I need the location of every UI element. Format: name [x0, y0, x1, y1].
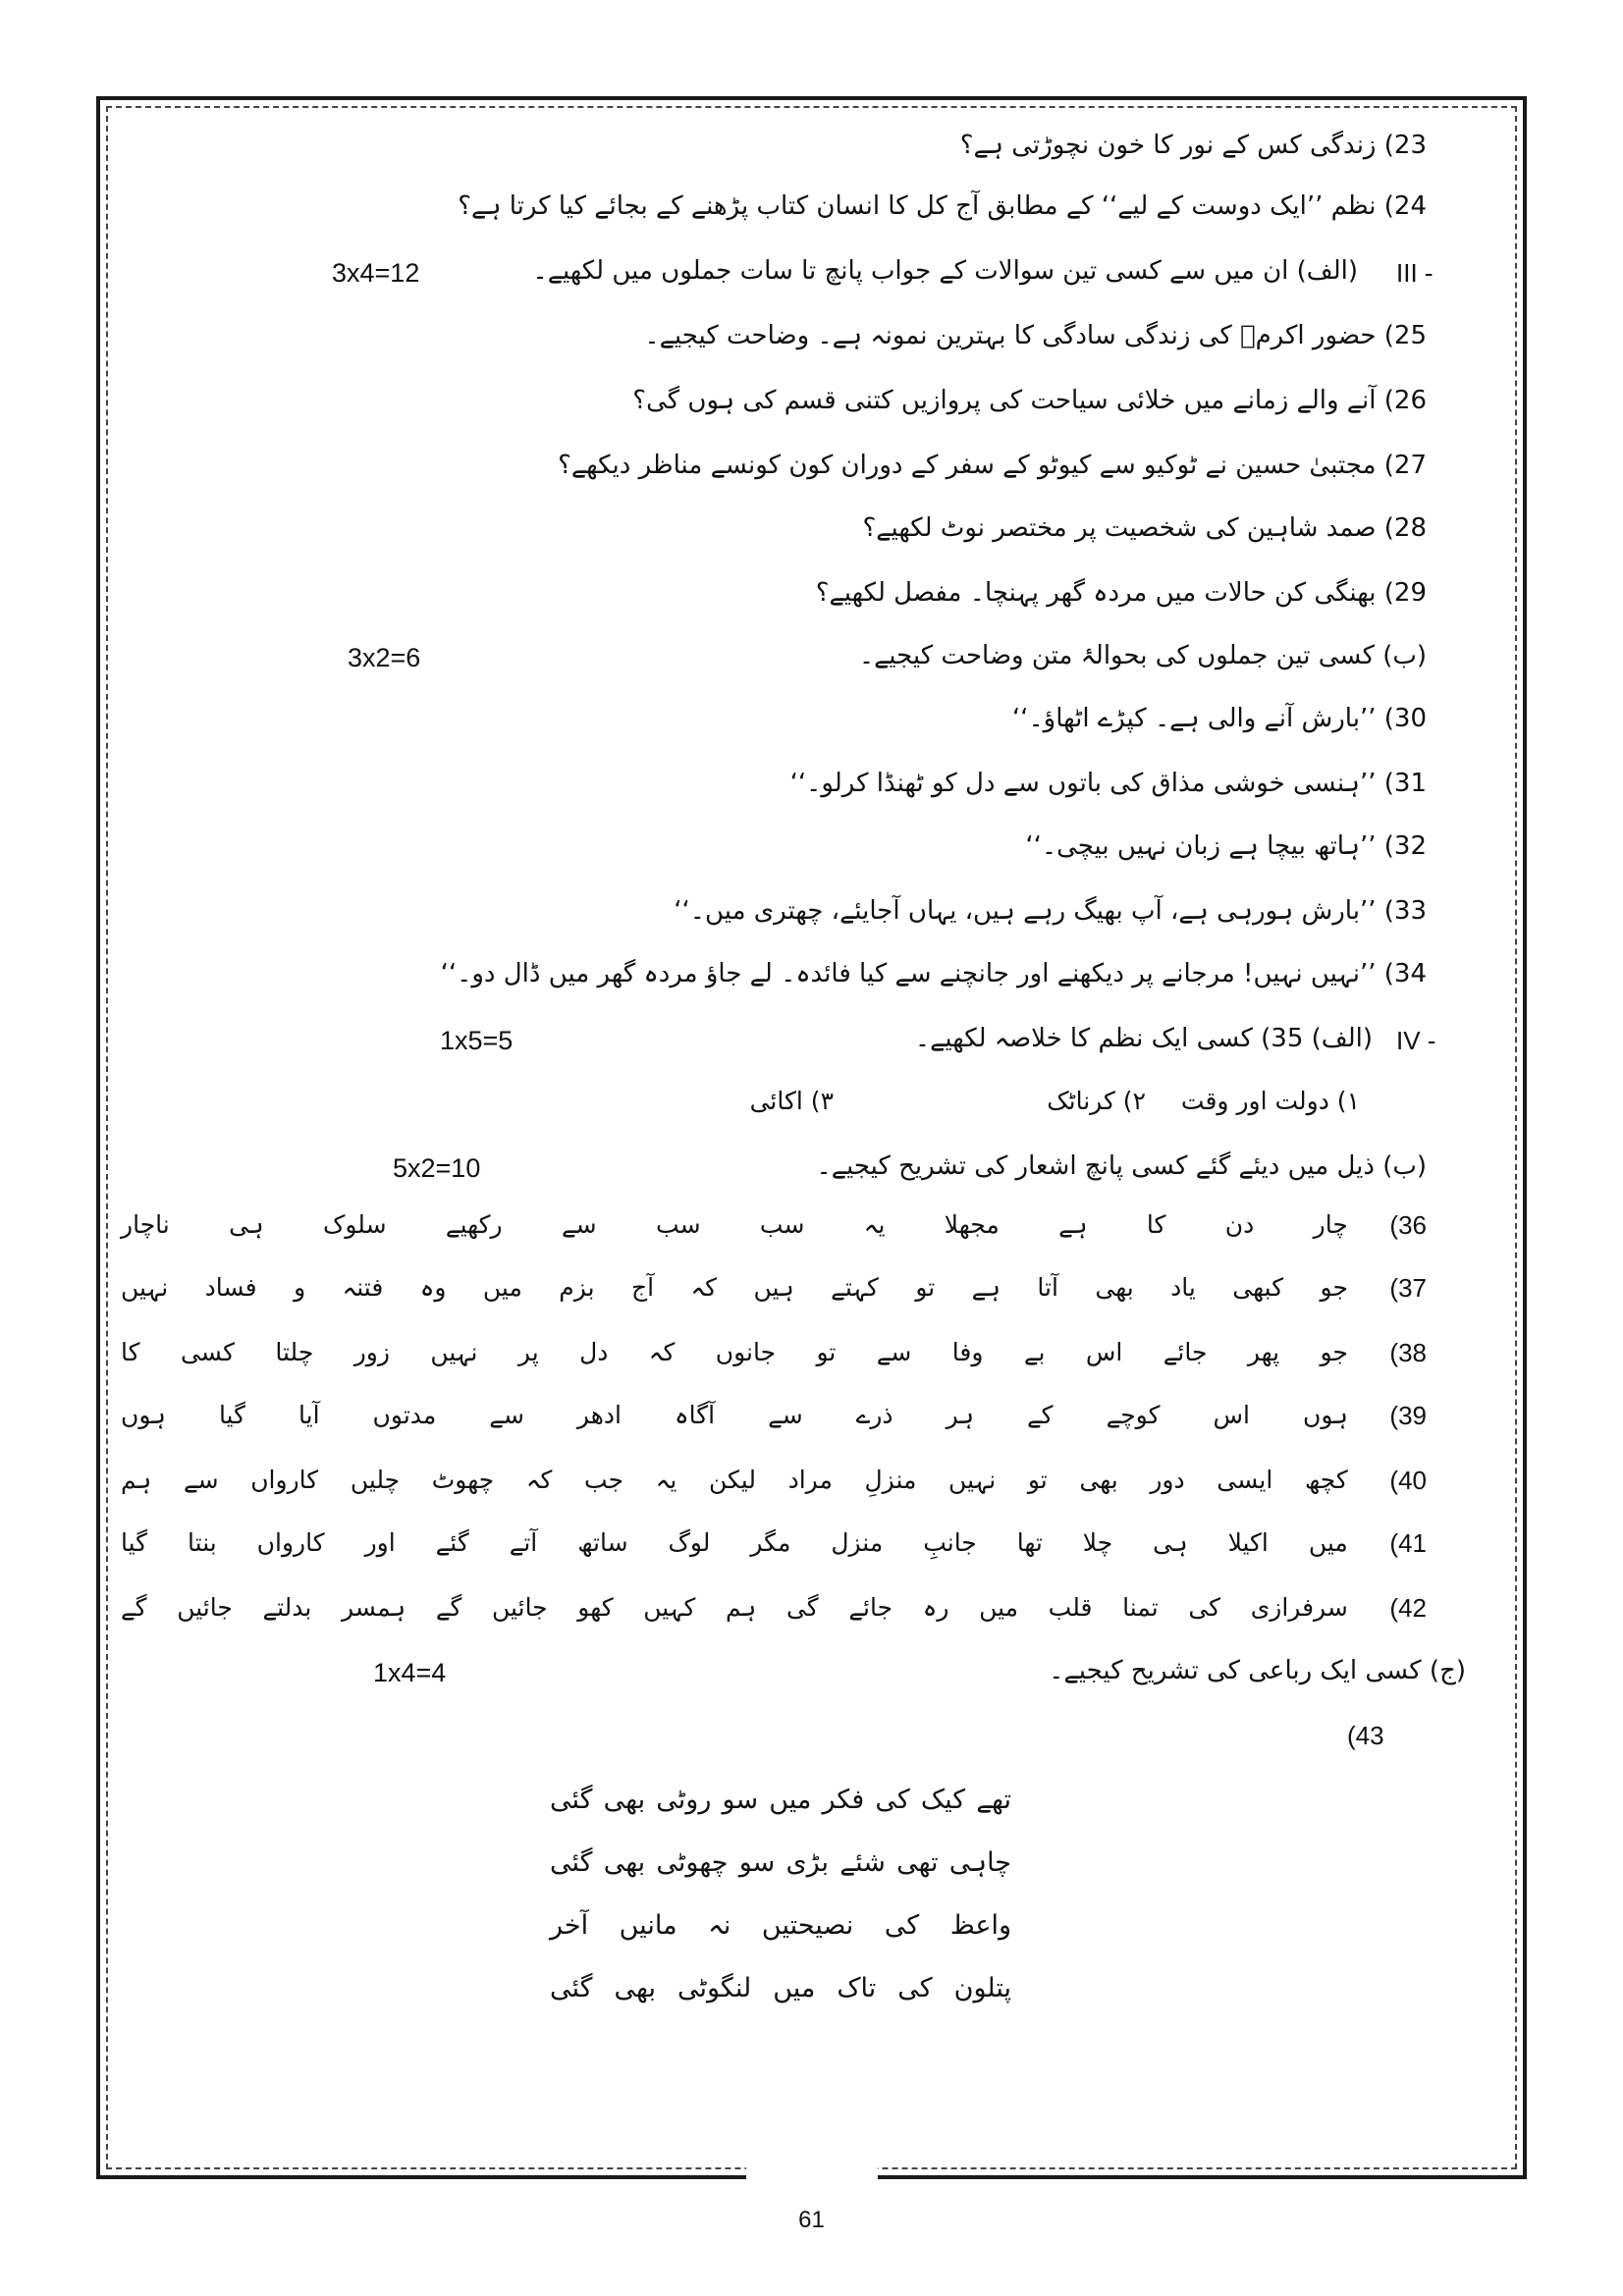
couplet-word: یاد — [1170, 1273, 1196, 1302]
couplet-word: میں — [979, 1593, 1019, 1622]
couplet-word: وفا — [951, 1338, 984, 1366]
couplet-word: گیا — [121, 1528, 148, 1557]
couplet-word: ہوں — [121, 1401, 166, 1429]
couplet-word: گی — [785, 1593, 819, 1622]
rubai-line-3: واعظ کی نصیحتیں نہ مانیں آخر — [550, 1910, 1011, 1941]
section-4-a-instruction: (الف) 35) کسی ایک نظم کا خلاصہ لکھیے۔ — [914, 1024, 1373, 1053]
couplet-word: کبھی — [1232, 1273, 1284, 1302]
couplet-text — [121, 1203, 1348, 1247]
couplet-text — [121, 1459, 1348, 1502]
couplet-word: چلیں — [350, 1466, 401, 1494]
couplet-number: (36 — [1389, 1210, 1427, 1240]
couplet-word: کہتے — [831, 1273, 879, 1302]
couplet-41 — [121, 1522, 1427, 1565]
rubai-line-1: تھے کیک کی فکر میں سو روٹی بھی گئی — [550, 1785, 1011, 1815]
couplet-word: کھو — [577, 1593, 614, 1622]
couplet-word: سے — [562, 1210, 597, 1239]
couplet-word: ہمسر — [341, 1593, 406, 1622]
couplet-word: دن — [1224, 1210, 1255, 1239]
couplet-number: (40 — [1389, 1466, 1427, 1495]
couplet-word: سب — [759, 1210, 805, 1239]
couplet-word: سے — [768, 1401, 803, 1429]
couplet-word: رہ — [922, 1593, 949, 1622]
couplet-word: مراد — [787, 1466, 833, 1494]
couplet-word: دل — [579, 1338, 609, 1366]
couplet-word: پر — [517, 1338, 539, 1366]
question-25: 25) حضور اکرمؐ کی زندگی سادگی کا بہترین نمونہ ہے۔ وضاحت کیجیے۔ — [644, 321, 1427, 350]
couplet-word: لوگ — [668, 1528, 711, 1557]
couplet-word: ہی — [1153, 1528, 1188, 1557]
question-30: 30) ’’بارش آنے والی ہے۔ کپڑے اٹھاؤ۔‘‘ — [1011, 704, 1427, 733]
couplet-word: کہ — [648, 1338, 676, 1366]
question-34: 34) ’’نہیں نہیں! مرجانے پر دیکھنے اور جانچنے سے کیا فائدہ۔ لے جاؤ مردہ گھر میں ڈال دو۔‘‘ — [440, 959, 1427, 988]
couplet-word: وہ — [419, 1273, 447, 1302]
couplet-word: کا — [121, 1338, 140, 1366]
couplet-word: منزل — [831, 1528, 884, 1557]
question-31: 31) ’’ہنسی خوشی مذاق کی باتوں سے دل کو ٹھنڈا کرلو۔‘‘ — [789, 769, 1427, 798]
couplet-word: مدتوں — [372, 1401, 437, 1429]
section-3-b-marks: 3x2=6 — [348, 643, 421, 672]
option-2: ۲) کرناٹک — [1047, 1087, 1146, 1115]
couplet-word: ناچار — [121, 1210, 170, 1239]
couplet-word: قلب — [1048, 1593, 1093, 1622]
section-3-label: III - — [1396, 258, 1434, 288]
couplet-word: ادھر — [576, 1401, 622, 1429]
page-number: 61 — [798, 2207, 825, 2233]
couplet-38 — [121, 1331, 1427, 1374]
question-28: 28) صمد شاہین کی شخصیت پر مختصر نوٹ لکھیے؟ — [862, 513, 1427, 543]
section-4-b-instruction: (ب) ذیل میں دیئے گئے کسی پانچ اشعار کی تشریح کیجیے۔ — [816, 1151, 1427, 1181]
couplet-word: اس — [1213, 1401, 1250, 1429]
couplet-word: منزلِ — [864, 1466, 917, 1494]
couplet-word: مگر — [750, 1528, 791, 1557]
section-4-b-marks: 5x2=10 — [393, 1153, 481, 1183]
couplet-word: سلوک — [323, 1210, 387, 1239]
couplet-word: فتنہ — [342, 1273, 384, 1302]
option-3: ۳) اکائی — [749, 1087, 834, 1115]
couplet-word: ہم — [121, 1466, 152, 1494]
couplet-word: ہوں — [1302, 1401, 1348, 1429]
question-26: 26) آنے والے زمانے میں خلائی سیاحت کی پروازیں کتنی قسم کی ہوں گی؟ — [632, 386, 1427, 415]
couplet-word: یہ — [655, 1466, 677, 1494]
couplet-word: ذرے — [855, 1401, 893, 1429]
couplet-word: مجھلا — [944, 1210, 1000, 1239]
couplet-word: اکیلا — [1227, 1528, 1269, 1557]
couplet-word: کی — [1188, 1593, 1221, 1622]
couplet-word: ایسی — [1217, 1466, 1273, 1494]
couplet-word: کا — [1146, 1210, 1166, 1239]
couplet-word: کہیں — [643, 1593, 696, 1622]
option-1: ۱) دولت اور وقت — [1180, 1087, 1360, 1115]
couplet-word: چلتا — [275, 1338, 314, 1366]
couplet-word: سے — [183, 1466, 219, 1494]
couplet-number: (37 — [1389, 1273, 1427, 1303]
couplet-42 — [121, 1586, 1427, 1629]
couplet-word: میں — [1308, 1528, 1348, 1557]
couplet-word: آگاہ — [674, 1401, 716, 1429]
couplet-word: نہیں — [121, 1273, 169, 1302]
couplet-text — [121, 1522, 1348, 1565]
couplet-word: گے — [121, 1593, 147, 1622]
question-24: 24) نظم ’’ایک دوست کے لیے‘‘ کے مطابق آج کل کا انسان کتاب پڑھنے کے بجائے کیا کرتا ہے؟ — [458, 191, 1427, 221]
couplet-word: جو — [1320, 1273, 1348, 1302]
couplet-number: (39 — [1389, 1401, 1427, 1430]
couplet-text — [121, 1394, 1348, 1437]
couplet-word: ہم — [726, 1593, 757, 1622]
section-3-a-marks: 3x4=12 — [332, 258, 420, 288]
couplet-word: آتے — [509, 1528, 538, 1557]
couplet-word: بھی — [1079, 1466, 1118, 1494]
couplet-word: آج — [630, 1273, 655, 1302]
couplet-number: (41 — [1389, 1528, 1427, 1558]
couplet-text — [121, 1331, 1348, 1374]
question-23: 23) زندگی کس کے نور کا خون نچوڑتی ہے؟ — [959, 131, 1427, 160]
couplet-word: جائے — [1163, 1338, 1208, 1366]
couplet-word: سے — [489, 1401, 524, 1429]
couplet-word: فساد — [204, 1273, 257, 1302]
couplet-word: سب — [656, 1210, 701, 1239]
question-33: 33) ’’بارش ہورہی ہے، آپ بھیگ رہے ہیں، یہاں آجایئے، چھتری میں۔‘‘ — [674, 896, 1427, 926]
section-4-c-marks: 1x4=4 — [373, 1658, 447, 1687]
couplet-word: کہ — [525, 1466, 553, 1494]
couplet-word: میں — [482, 1273, 522, 1302]
couplet-word: نہیں — [430, 1338, 478, 1366]
couplet-word: تو — [915, 1273, 936, 1302]
couplet-word: رکھیے — [445, 1210, 503, 1239]
section-4-a-marks: 1x5=5 — [440, 1026, 514, 1055]
couplet-word: بے — [1023, 1338, 1046, 1366]
couplet-word: زور — [353, 1338, 390, 1366]
couplet-word: چلا — [1082, 1528, 1113, 1557]
couplet-word: بنتا — [188, 1528, 217, 1557]
couplet-number: (42 — [1389, 1593, 1427, 1623]
couplet-word: تو — [1027, 1466, 1048, 1494]
couplet-word: تمنا — [1122, 1593, 1159, 1622]
rubai-line-4: پتلون کی تاک میں لنگوٹی بھی گئی — [550, 1973, 1011, 2003]
couplet-word: ہیں — [753, 1273, 794, 1302]
section-4-c-instruction: (ج) کسی ایک رباعی کی تشریح کیجیے۔ — [1049, 1656, 1466, 1685]
couplet-word: کے — [1027, 1401, 1054, 1429]
couplet-word: آتا — [1037, 1273, 1058, 1302]
couplet-word: اور — [364, 1528, 396, 1557]
couplet-word: چار — [1313, 1210, 1348, 1239]
couplet-word: جانوں — [715, 1338, 777, 1366]
couplet-word: گے — [435, 1593, 462, 1622]
couplet-word: ساتھ — [577, 1528, 628, 1557]
section-3-b-instruction: (ب) کسی تین جملوں کی بحوالۂ متن وضاحت کیجیے۔ — [858, 641, 1427, 670]
couplet-36 — [121, 1203, 1427, 1247]
couplet-word: کسی — [180, 1338, 235, 1366]
couplet-word: ہے — [1058, 1210, 1088, 1239]
couplet-word: نہیں — [948, 1466, 997, 1494]
couplet-word: بزم — [559, 1273, 595, 1302]
couplet-word: تو — [816, 1338, 837, 1366]
couplet-word: کہ — [690, 1273, 718, 1302]
couplet-word: دور — [1150, 1466, 1185, 1494]
couplet-word: آیا — [298, 1401, 320, 1429]
couplet-word: کچھ — [1304, 1466, 1348, 1494]
couplet-37 — [121, 1266, 1427, 1309]
couplet-word: کارواں — [256, 1528, 325, 1557]
couplet-40 — [121, 1459, 1427, 1502]
section-3-a-instruction: (الف) ان میں سے کسی تین سوالات کے جواب پانچ تا سات جملوں میں لکھیے۔ — [532, 256, 1358, 286]
border-gap — [746, 2160, 878, 2199]
couplet-text — [121, 1586, 1348, 1629]
couplet-word: تھا — [1016, 1528, 1043, 1557]
couplet-word: و — [294, 1273, 306, 1302]
couplet-word: سرفرازی — [1250, 1593, 1348, 1622]
couplet-word: گیا — [218, 1401, 246, 1429]
couplet-word: جب — [584, 1466, 624, 1494]
section-4-label: IV - — [1396, 1026, 1436, 1055]
couplet-word: یہ — [863, 1210, 886, 1239]
couplet-word: جو — [1320, 1338, 1348, 1366]
couplet-word: ہے — [971, 1273, 1001, 1302]
couplet-39 — [121, 1394, 1427, 1437]
couplet-word: اس — [1085, 1338, 1123, 1366]
couplet-word: جانبِ — [923, 1528, 977, 1557]
couplet-word: جائے — [848, 1593, 893, 1622]
couplet-word: گئے — [435, 1528, 469, 1557]
question-32: 32) ’’ہاتھ بیچا ہے زبان نہیں بیچی۔‘‘ — [1025, 831, 1427, 861]
couplet-word: لیکن — [708, 1466, 756, 1494]
question-27: 27) مجتبیٰ حسین نے ٹوکیو سے کیوٹو کے سفر کے دوران کون کونسے مناظر دیکھے؟ — [558, 451, 1427, 480]
couplet-word: بھی — [1095, 1273, 1134, 1302]
couplet-word: جائیں — [177, 1593, 233, 1622]
rubai-line-2: چاہی تھی شئے بڑی سو چھوٹی بھی گئی — [550, 1847, 1011, 1878]
couplet-word: کارواں — [250, 1466, 319, 1494]
couplet-word: سے — [876, 1338, 912, 1366]
couplet-text — [121, 1266, 1348, 1309]
couplet-word: بدلتے — [262, 1593, 312, 1622]
question-43: (43 — [1347, 1721, 1384, 1750]
couplet-word: جائیں — [492, 1593, 548, 1622]
couplet-word: پھر — [1247, 1338, 1280, 1366]
couplet-word: ہی — [229, 1210, 264, 1239]
question-29: 29) بھنگی کن حالات میں مردہ گھر پہنچا۔ مفصل لکھیے؟ — [815, 578, 1427, 608]
couplet-word: ہر — [946, 1401, 975, 1429]
couplet-word: چھوٹ — [431, 1466, 495, 1494]
couplet-number: (38 — [1389, 1338, 1427, 1367]
couplet-word: کوچے — [1106, 1401, 1161, 1429]
